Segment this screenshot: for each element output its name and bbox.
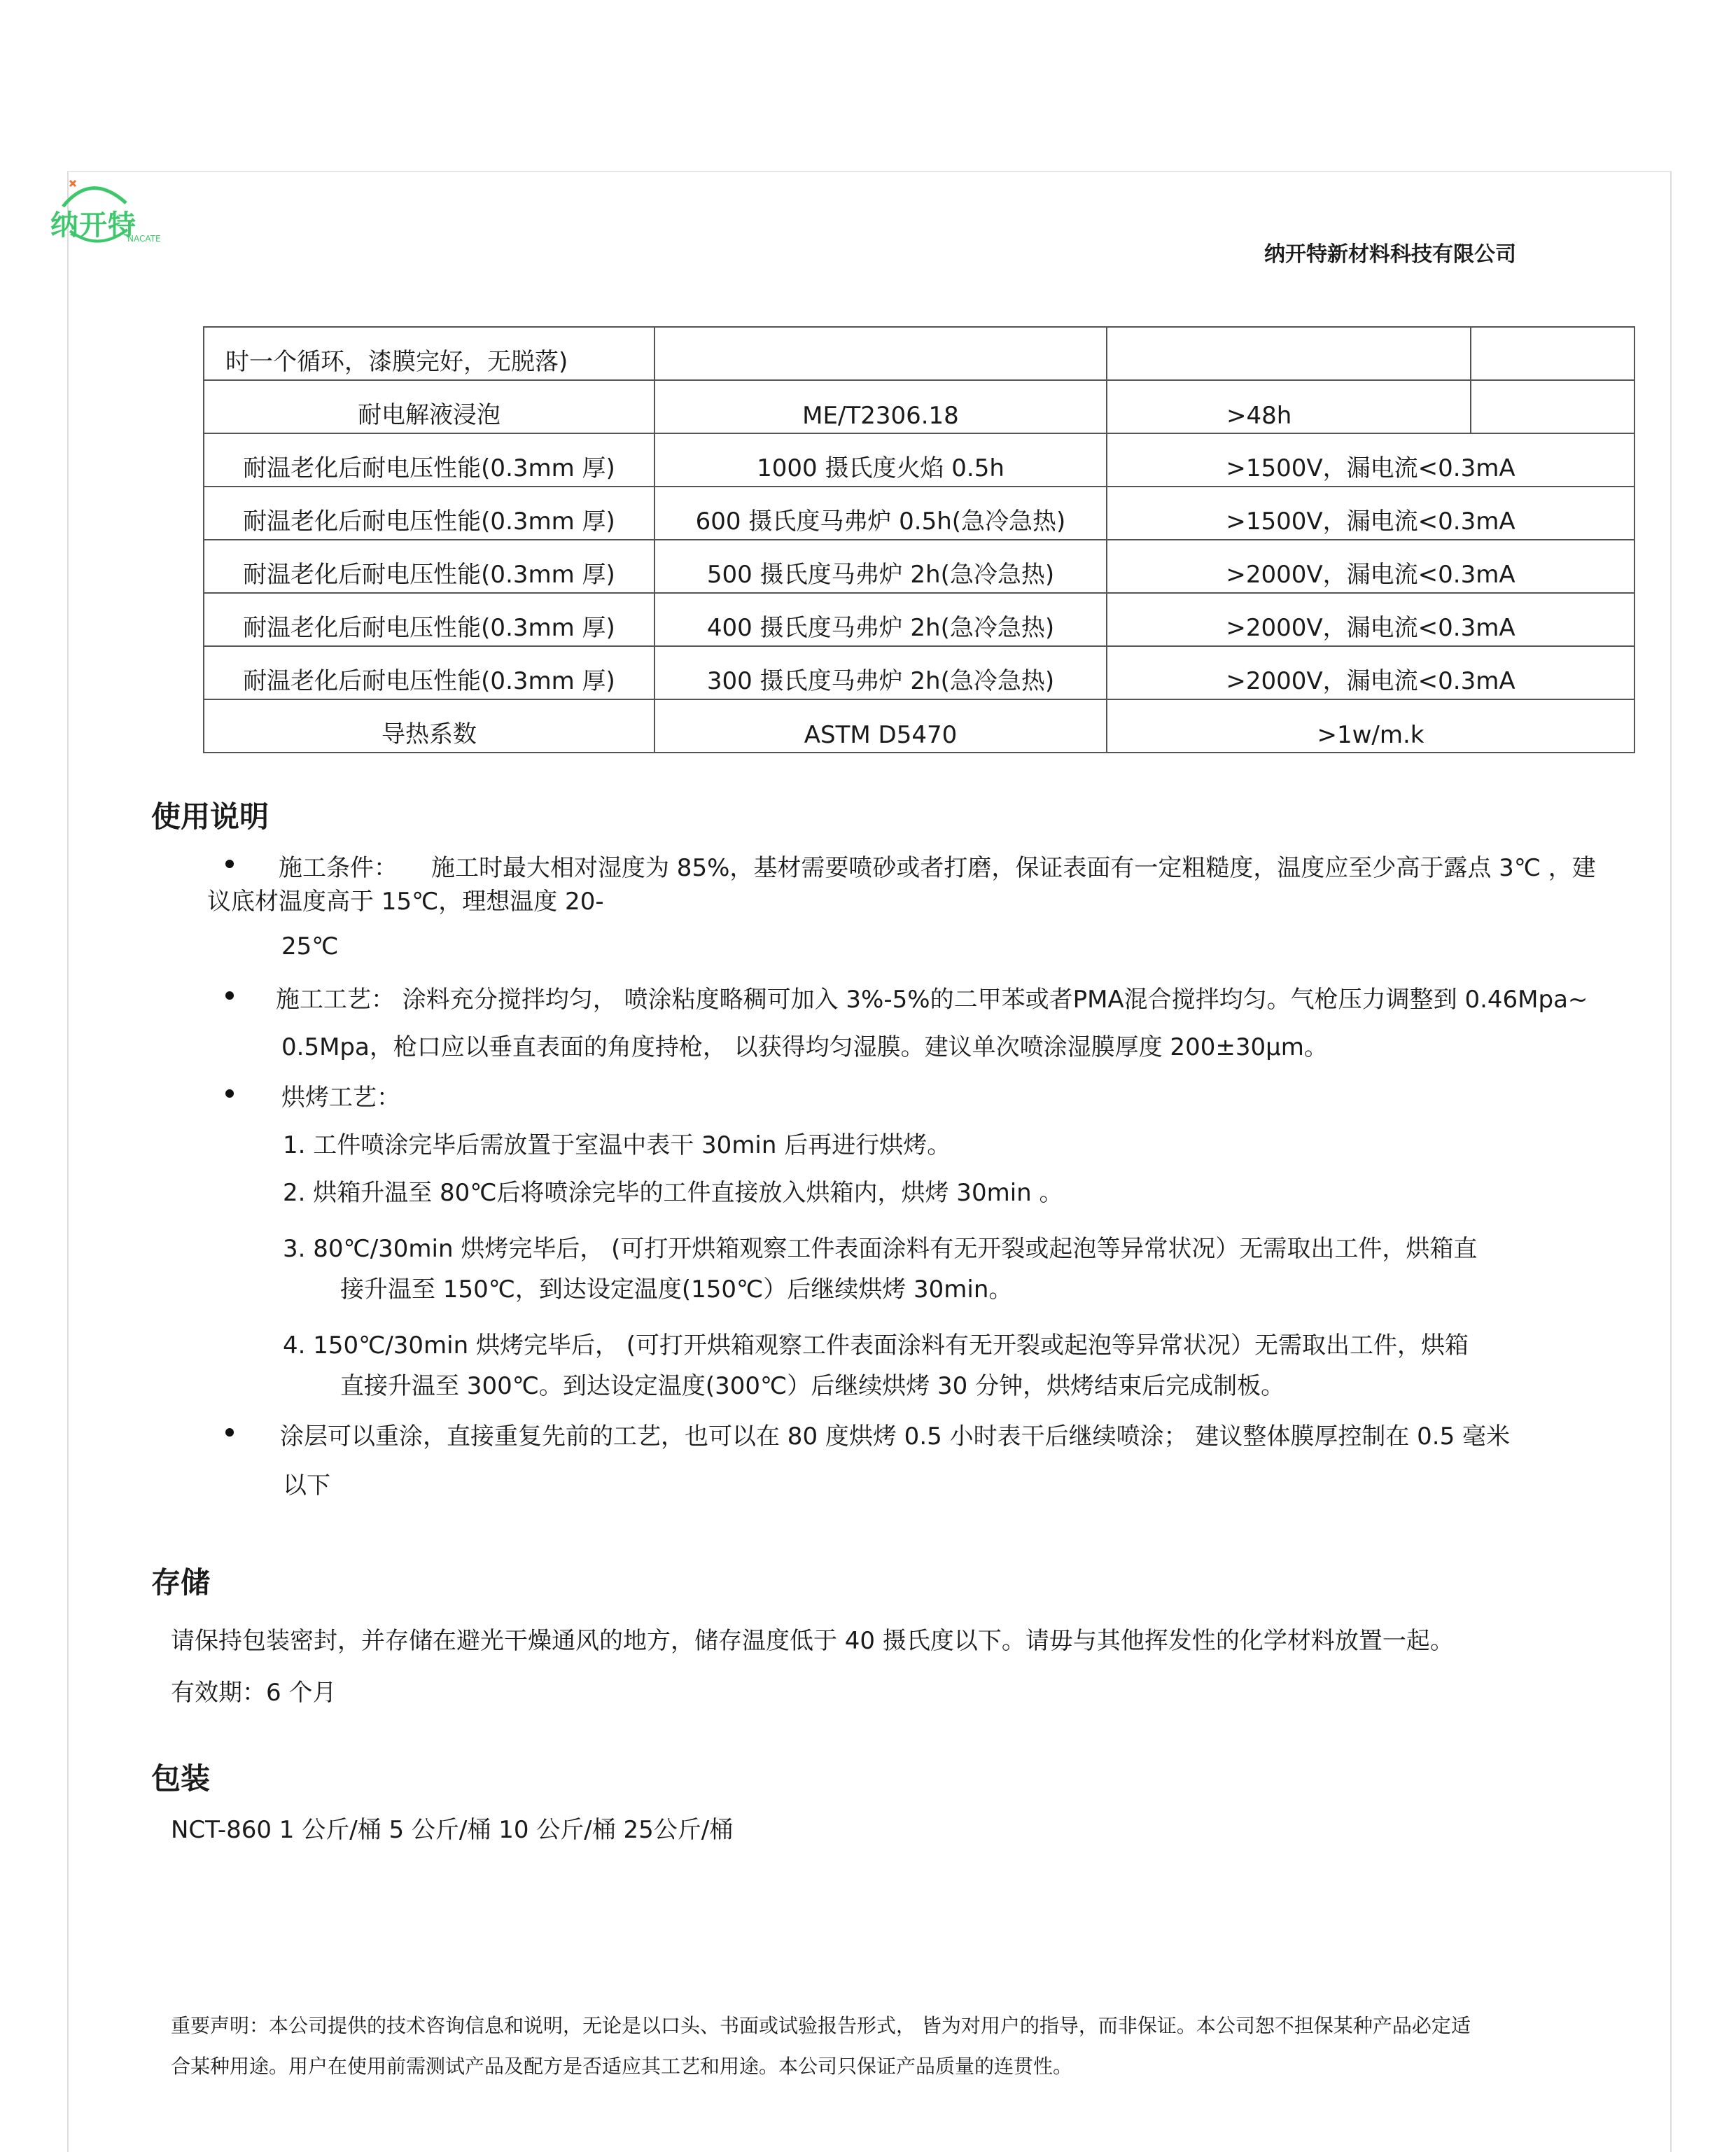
usage-b2-line2: 0.5Mpa，枪口应以垂直表面的角度持枪， 以获得均匀湿膜。建议单次喷涂湿膜厚度 200±30μm。 <box>281 1033 1328 1061</box>
bullet-icon <box>225 1089 234 1098</box>
table-cell <box>654 327 1107 380</box>
table-cell <box>1107 327 1471 380</box>
table-row <box>204 593 1634 646</box>
storage-line-1: 请保持包装密封，并存储在避光干燥通风的地方，储存温度低于 40 摄氏度以下。请毋与其他挥发性的化学材料放置一起。 <box>171 1627 1454 1655</box>
table-cell: 耐温老化后耐电压性能(0.3mm 厚) <box>204 646 654 699</box>
table-cell: >1500V，漏电流<0.3mA <box>1107 433 1634 487</box>
table-cell: 1000 摄氏度火焰 0.5h <box>654 433 1107 487</box>
table-cell: >1w/m.k <box>1107 699 1634 753</box>
table-cell: ASTM D5470 <box>654 699 1107 753</box>
table-cell: >2000V，漏电流<0.3mA <box>1107 593 1634 646</box>
section-title-package: 包装 <box>151 1761 211 1796</box>
disclaimer-line-2: 合某种用途。用户在使用前需测试产品及配方是否适应其工艺和用途。本公司只保证产品质量的连贯性。 <box>171 2055 1073 2078</box>
table-cell: >2000V，漏电流<0.3mA <box>1107 646 1634 699</box>
usage-step-1: 1. 工件喷涂完毕后需放置于室温中表干 30min 后再进行烘烤。 <box>283 1131 951 1159</box>
table-cell: 500 摄氏度马弗炉 2h(急冷急热) <box>654 540 1107 593</box>
usage-step-2: 2. 烘箱升温至 80℃后将喷涂完毕的工件直接放入烘箱内，烘烤 30min 。 <box>283 1179 1063 1207</box>
table-row <box>204 487 1634 540</box>
table-cell: 300 摄氏度马弗炉 2h(急冷急热) <box>654 646 1107 699</box>
table-cell: 时一个循环，漆膜完好，无脱落) <box>204 327 654 380</box>
table-cell: 400 摄氏度马弗炉 2h(急冷急热) <box>654 593 1107 646</box>
table-row <box>204 433 1634 487</box>
table-cell: >1500V，漏电流<0.3mA <box>1107 487 1634 540</box>
usage-step-3-line1: 3. 80℃/30min 烘烤完毕后， (可打开烘箱观察工件表面涂料有无开裂或起泡等异常状况）无需取出工件，烘箱直 <box>283 1235 1478 1263</box>
usage-b4-line2: 以下 <box>283 1472 330 1500</box>
table-cell: 耐温老化后耐电压性能(0.3mm 厚) <box>204 433 654 487</box>
usage-step-4-line2: 直接升温至 300℃。到达设定温度(300℃）后继续烘烤 30 分钟，烘烤结束后完成制板。 <box>340 1372 1285 1400</box>
table-cell <box>1471 327 1634 380</box>
table-cell: >48h <box>1107 380 1471 433</box>
storage-shelf-life: 有效期：6 个月 <box>171 1679 337 1707</box>
section-title-storage: 存储 <box>151 1565 211 1600</box>
usage-b3-label: 烘烤工艺： <box>281 1084 400 1112</box>
table-cell: >2000V，漏电流<0.3mA <box>1107 540 1634 593</box>
usage-b1-line3: 25℃ <box>281 932 339 960</box>
usage-b1-line2: 议底材温度高于 15℃，理想温度 20- <box>207 888 604 916</box>
table-cell: 耐温老化后耐电压性能(0.3mm 厚) <box>204 540 654 593</box>
table-row <box>204 327 1634 380</box>
table-row <box>204 380 1634 433</box>
table-row <box>204 540 1634 593</box>
usage-b2-line1: 施工工艺： 涂料充分搅拌均匀， 喷涂粘度略稠可加入 3%-5%的二甲苯或者PMA混合搅拌均匀。气枪压力调整到 0.46Mpa~ <box>276 986 1588 1014</box>
table-cell: ME/T2306.18 <box>654 380 1107 433</box>
usage-b1-label: 施工条件： <box>279 854 398 882</box>
table-cell: 600 摄氏度马弗炉 0.5h(急冷急热) <box>654 487 1107 540</box>
package-line: NCT-860 1 公斤/桶 5 公斤/桶 10 公斤/桶 25公斤/桶 <box>171 1816 734 1844</box>
table-cell: 导热系数 <box>204 699 654 753</box>
table-cell: 耐温老化后耐电压性能(0.3mm 厚) <box>204 487 654 540</box>
table-row <box>204 646 1634 699</box>
usage-step-4-line1: 4. 150℃/30min 烘烤完毕后， (可打开烘箱观察工件表面涂料有无开裂或起泡等异常状况）无需取出工件，烘箱 <box>283 1332 1469 1360</box>
disclaimer-line-1: 重要声明：本公司提供的技术咨询信息和说明，无论是以口头、书面或试验报告形式， 皆为对用户的指导，而非保证。本公司恕不担保某种产品必定适 <box>171 2014 1471 2037</box>
logo-subtext: NACATE <box>127 234 161 244</box>
logo-text: 纳开特 <box>50 209 136 242</box>
company-logo <box>49 175 161 252</box>
table-cell: 耐电解液浸泡 <box>204 380 654 433</box>
company-name: 纳开特新材料科技有限公司 <box>1264 242 1516 267</box>
bullet-icon <box>225 860 234 868</box>
bullet-icon <box>225 991 234 1000</box>
bullet-icon <box>225 1428 234 1437</box>
table-cell: 耐温老化后耐电压性能(0.3mm 厚) <box>204 593 654 646</box>
usage-b1-line1: 施工时最大相对湿度为 85%，基材需要喷砂或者打磨，保证表面有一定粗糙度，温度应至少高于露点 3℃ ，建 <box>431 854 1596 882</box>
section-title-usage: 使用说明 <box>151 799 270 834</box>
spec-table <box>203 326 1635 753</box>
table-cell <box>1471 380 1634 433</box>
usage-b4-line1: 涂层可以重涂，直接重复先前的工艺，也可以在 80 度烘烤 0.5 小时表干后继续喷涂； 建议整体膜厚控制在 0.5 毫米 <box>280 1423 1511 1451</box>
table-row <box>204 699 1634 753</box>
usage-step-3-line2: 接升温至 150℃，到达设定温度(150℃）后继续烘烤 30min。 <box>340 1276 1013 1304</box>
